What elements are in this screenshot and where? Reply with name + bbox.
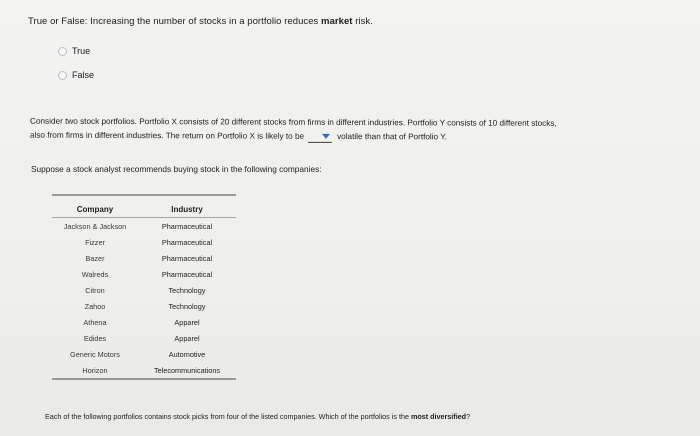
option-true-label: True xyxy=(72,46,91,56)
table-row xyxy=(52,234,236,250)
bottom-question-bold: most diversified xyxy=(410,412,467,421)
bottom-question-end: ? xyxy=(466,412,471,421)
portfolio-question-line1: Consider two stock portfolios. Portfolio X consists of 20 different stocks from firms in different industries. Portfolio Y consists of 10 different stocks, xyxy=(30,116,557,128)
industry-cell: Pharmaceutical xyxy=(161,221,213,231)
table-row xyxy=(52,218,236,234)
question-text-end: risk. xyxy=(352,16,373,27)
industry-cell: Technology xyxy=(168,301,206,311)
company-cell: Zahoo xyxy=(84,301,106,311)
company-cell: Edides xyxy=(83,333,107,343)
radio-true[interactable] xyxy=(58,47,67,56)
dropdown-arrow-icon[interactable] xyxy=(322,134,330,139)
question-true-false xyxy=(28,16,373,27)
company-cell: Citron xyxy=(85,285,105,295)
table-bottom-rule xyxy=(52,378,236,380)
question-text: True or False: Increasing the number of stocks in a portfolio reduces xyxy=(28,16,322,27)
industry-cell: Pharmaceutical xyxy=(161,253,213,263)
portfolio-question-line2-start: also from firms in different industries. The return on Portfolio X is likely to be xyxy=(29,130,305,141)
portfolio-question xyxy=(30,115,670,146)
company-table xyxy=(52,194,236,380)
company-cell: Generic Motors xyxy=(70,349,120,359)
portfolio-diversification-question xyxy=(45,412,470,421)
industry-cell: Telecommunications xyxy=(153,365,221,375)
table-body xyxy=(52,218,236,378)
header-company: Company xyxy=(76,205,114,214)
industry-cell: Technology xyxy=(168,285,206,295)
question-bold-term: market xyxy=(321,16,353,27)
bottom-question-text: Each of the following portfolios contains stock picks from four of the listed companies. Which of the portfolios is the xyxy=(45,412,411,421)
table-row xyxy=(52,314,236,330)
table-row xyxy=(52,346,236,362)
table-row xyxy=(52,362,236,378)
company-cell: Horizon xyxy=(82,365,108,375)
portfolio-question-line2 xyxy=(30,129,670,146)
radio-false[interactable] xyxy=(58,71,67,80)
analyst-intro: Suppose a stock analyst recommends buying stock in the following companies: xyxy=(31,164,322,174)
option-true[interactable] xyxy=(58,46,90,56)
table-header xyxy=(52,196,236,217)
table-row xyxy=(52,330,236,346)
volatility-dropdown[interactable] xyxy=(308,131,332,142)
company-cell: Athena xyxy=(83,317,107,327)
table-row xyxy=(52,298,236,314)
industry-cell: Pharmaceutical xyxy=(161,269,213,279)
company-cell: Walreds xyxy=(81,269,109,279)
industry-cell: Apparel xyxy=(174,333,200,343)
company-cell: Jackson & Jackson xyxy=(63,221,127,231)
industry-cell: Apparel xyxy=(174,317,200,327)
option-false-label: False xyxy=(72,70,95,80)
option-false[interactable] xyxy=(58,70,94,80)
company-cell: Bazer xyxy=(85,253,105,263)
company-cell: Fizzer xyxy=(85,237,105,247)
industry-cell: Pharmaceutical xyxy=(161,237,213,247)
table-row xyxy=(52,282,236,298)
table-row xyxy=(52,266,236,282)
portfolio-question-line2-end: volatile than that of Portfolio Y. xyxy=(337,131,447,142)
header-industry: Industry xyxy=(171,205,203,214)
industry-cell: Automotive xyxy=(168,349,206,359)
table-row xyxy=(52,250,236,266)
